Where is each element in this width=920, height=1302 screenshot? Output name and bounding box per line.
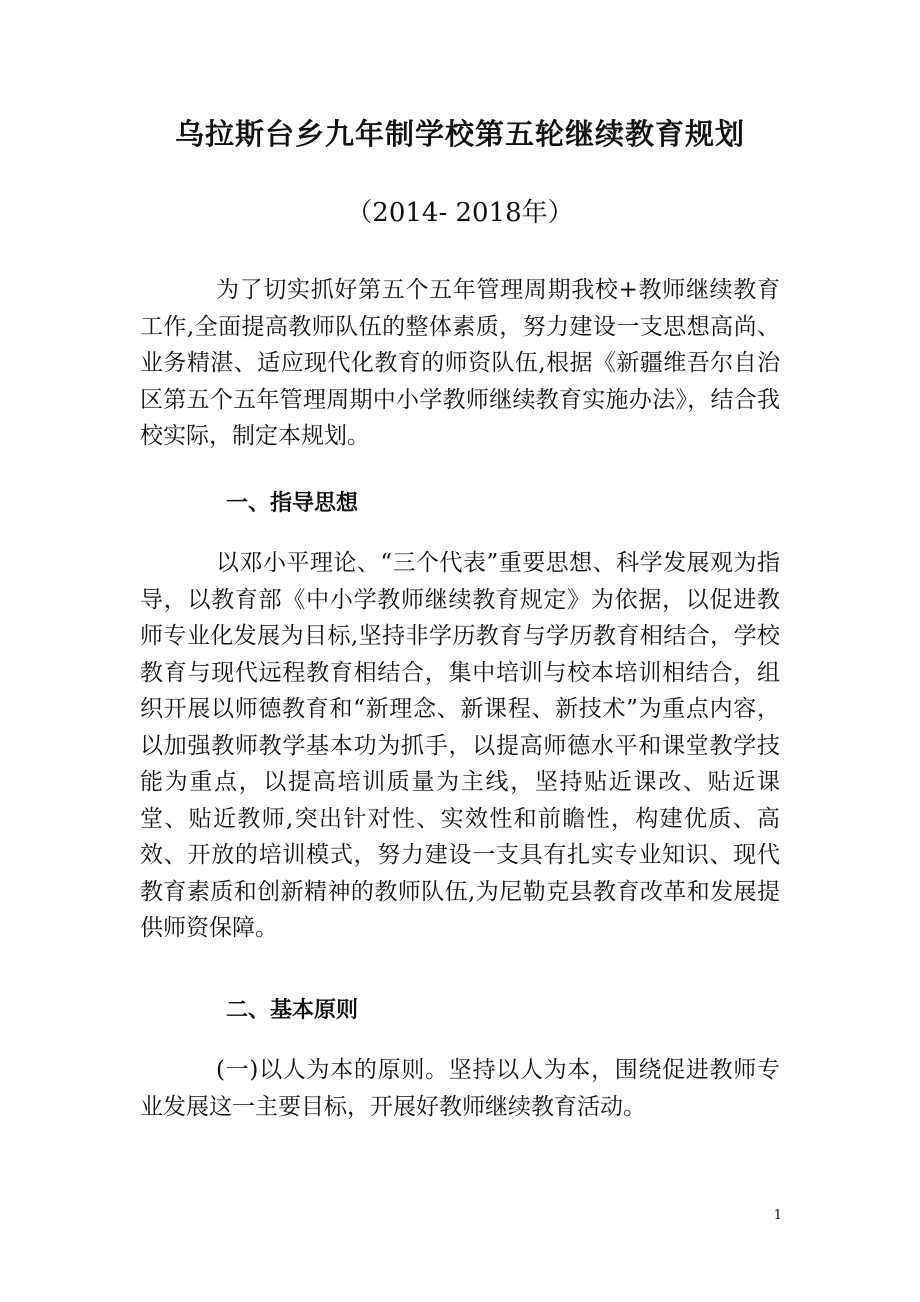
- section-paragraph-basic-principles: (一)以人为本的原则。坚持以人为本，围绕促进教师专业发展这一主要目标，开展好教师继续教育活动。: [140, 1057, 780, 1120]
- section-paragraph-guiding-ideology: 以邓小平理论、“三个代表”重要思想、科学发展观为指导，以教育部《中小学教师继续教育规定》为依据，以促进教师专业化发展为目标,坚持非学历教育与学历教育相结合，学校教育与现代远程教育相结合，集中培训与校本培训相结合，组织开展以师德教育和“新理念、新课程、新技术”为重点内容，以加强教师教学基本功为抓手，以提高师德水平和课堂教学技能为重点，以提高培训质量为主线，坚持贴近课改、贴近课堂、贴近教师,突出针对性、实效性和前瞻性，构建优质、高效、开放的培训模式，努力建设一支具有扎实专业知识、现代教育素质和创新精神的教师队伍,为尼勒克县教育改革和发展提供师资保障。: [140, 550, 780, 941]
- section-heading-basic-principles: 二、基本原则: [226, 997, 359, 1023]
- document-title: 乌拉斯台乡九年制学校第五轮继续教育规划: [174, 117, 745, 151]
- intro-paragraph: 为了切实抓好第五个五年管理周期我校+教师继续教育工作,全面提高教师队伍的整体素质，努力建设一支思想高尚、业务精湛、适应现代化教育的师资队伍,根据《新疆维吾尔自治区第五个五年管理周期中小学教师继续教育实施办法》，结合我校实际，制定本规划。: [140, 277, 780, 449]
- section-heading-guiding-ideology: 一、指导思想: [226, 490, 359, 516]
- page-number: 1: [773, 1208, 782, 1223]
- document-subtitle: （2014- 2018年）: [346, 198, 574, 228]
